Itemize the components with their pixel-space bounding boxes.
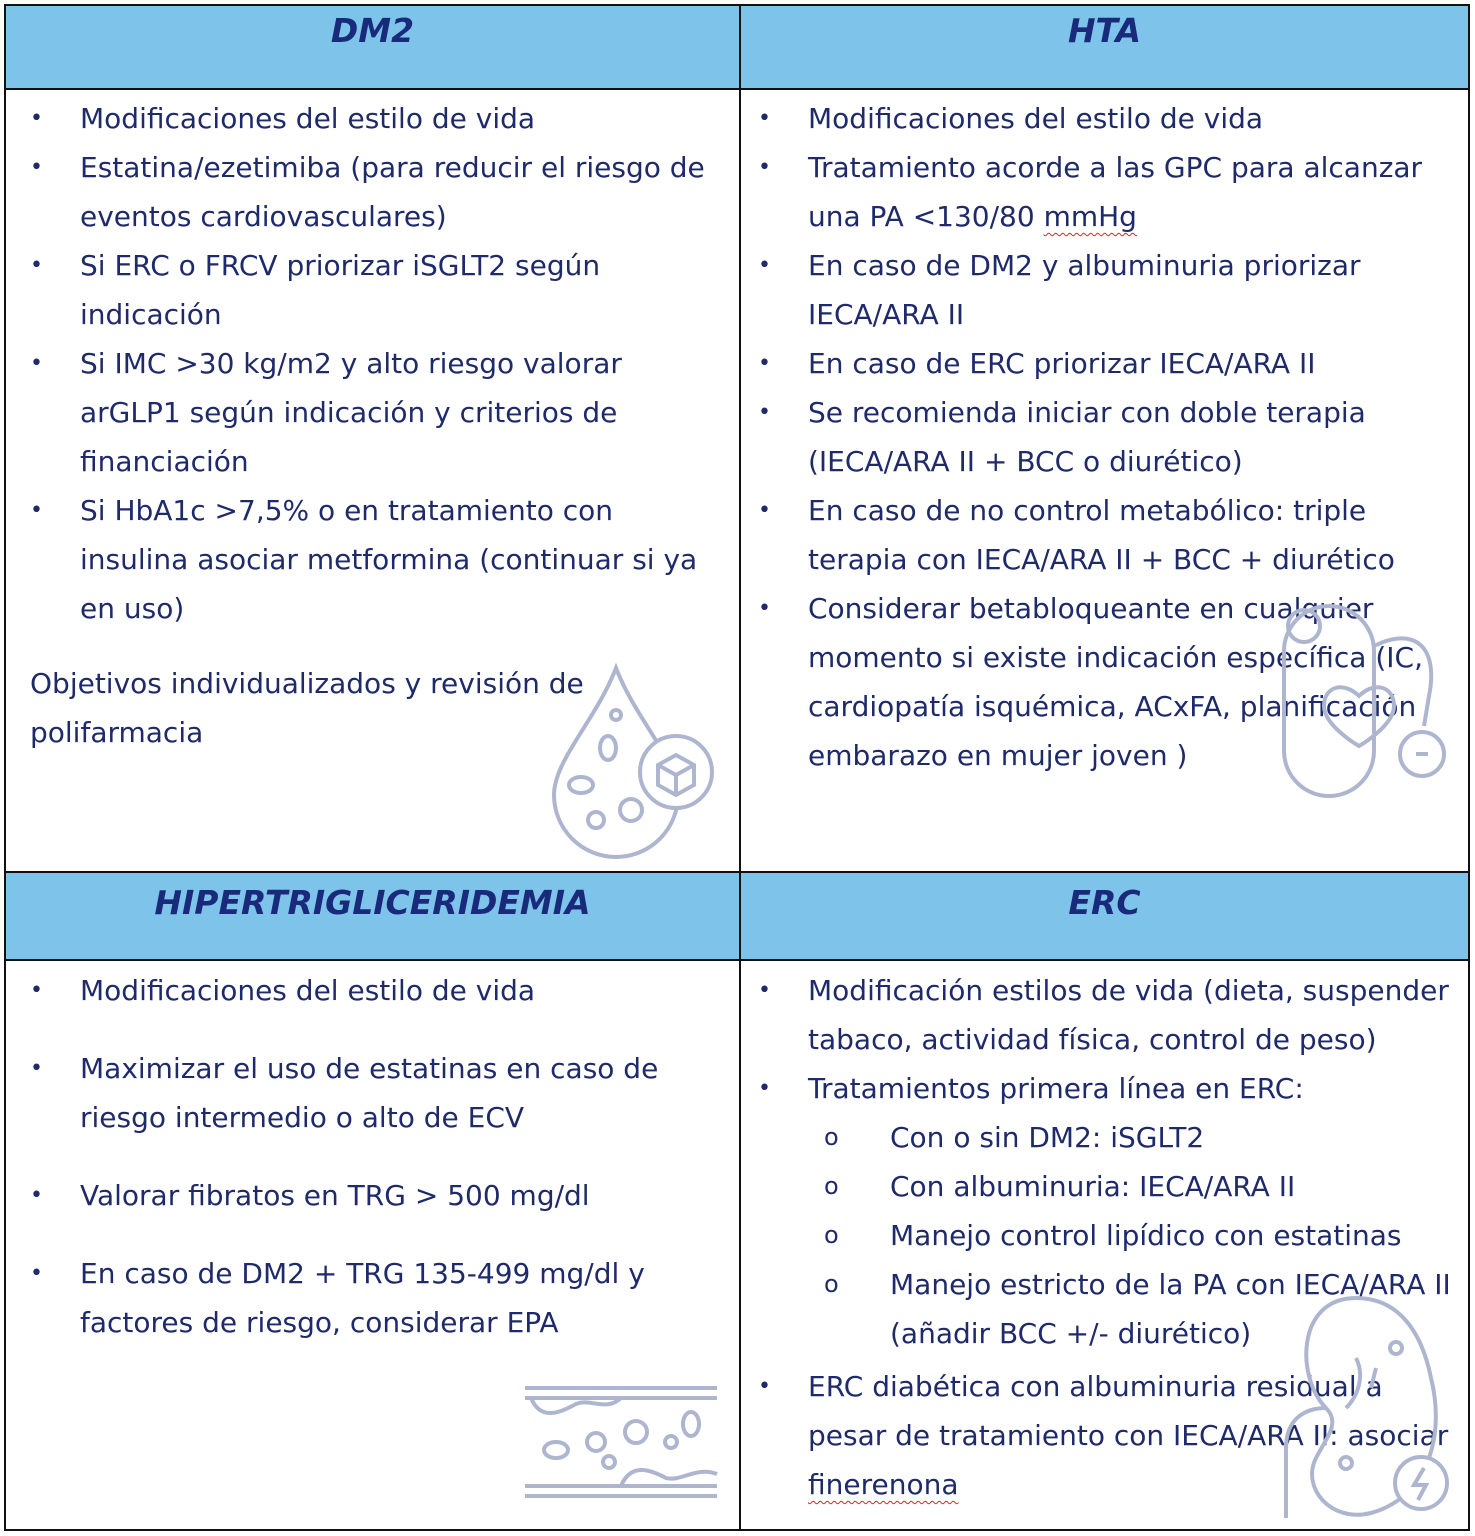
row-divider [6,871,1468,873]
hta-header [741,6,1468,90]
list-item: • Modificaciones del estilo de vida [30,94,722,143]
dm2-header [6,6,739,90]
list-item: • Modificación estilos de vida (dieta, suspender tabaco, actividad física, control de peso) [758,966,1464,1064]
list-item: • En caso de ERC priorizar IECA/ARA II [758,339,1458,388]
list-item: • Si ERC o FRCV priorizar iSGLT2 según indicación [30,241,722,339]
list-item [758,143,1458,241]
hta-title: HTA [1067,11,1142,50]
list-item: • Estatina/ezetimiba (para reducir el riesgo de eventos cardiovasculares) [30,143,722,241]
treatment-table [4,4,1470,1531]
sub-list-item: o Manejo control lipídico con estatinas [758,1211,1464,1260]
artery-plaque-icon [521,1382,721,1502]
sub-list-item: o Con albuminuria: IECA/ARA II [758,1162,1464,1211]
blood-pressure-icon [1264,586,1464,806]
list-item: • Maximizar el uso de estatinas en caso de riesgo intermedio o alto de ECV [30,1044,722,1142]
list-item: • Modificaciones del estilo de vida [758,94,1458,143]
list-item: • En caso de DM2 + TRG 135-499 mg/dl y factores de riesgo, considerar EPA [30,1249,722,1347]
list-item: • Si IMC >30 kg/m2 y alto riesgo valorar arGLP1 según indicación y criterios de financiación [30,339,722,486]
blood-drop-icon [546,660,726,860]
kidney-icon [1246,1288,1466,1528]
list-item: • En caso de DM2 y albuminuria priorizar IECA/ARA II [758,241,1458,339]
list-item: • Se recomienda iniciar con doble terapia (IECA/ARA II + BCC o diurético) [758,388,1458,486]
list-item: • En caso de no control metabólico: triple terapia con IECA/ARA II + BCC + diurético [758,486,1458,584]
htg-title: HIPERTRIGLICERIDEMIA [154,883,591,922]
spellcheck-word: mmHg [1043,200,1137,233]
htg-list [30,966,722,1347]
dm2-list [30,94,722,633]
sub-list-item: o Manejo estricto de la PA con IECA/ARA II (añadir BCC +/- diurético) [758,1260,1464,1358]
erc-title: ERC [1068,883,1141,922]
list-item: • Modificaciones del estilo de vida [30,966,722,1015]
spellcheck-word: finerenona [808,1468,959,1501]
dm2-note: Objetivos individualizados y revisión de polifarmacia [30,667,584,749]
htg-header [6,873,739,961]
list-item-text: Tratamiento acorde a las GPC para alcanzar una PA <130/80 [808,151,1423,233]
dm2-title: DM2 [330,11,415,50]
list-item: • Tratamientos primera línea en ERC: [758,1064,1464,1113]
list-item: • Valorar fibratos en TRG > 500 mg/dl [30,1171,722,1220]
sub-list-item: o Con o sin DM2: iSGLT2 [758,1113,1464,1162]
column-divider [739,6,741,1529]
list-item-text: ERC diabética con albuminuria residual a pesar de tratamiento con IECA/ARA II: asociar [808,1370,1449,1452]
list-item: • Considerar betabloqueante en cualquier momento si existe indicación específica (IC, cardiopatía isquémica, ACxFA, planificación embarazo en mujer joven ) [758,584,1458,780]
erc-header [741,873,1468,961]
list-item: • Si HbA1c >7,5% o en tratamiento con insulina asociar metformina (continuar si ya en uso) [30,486,722,633]
